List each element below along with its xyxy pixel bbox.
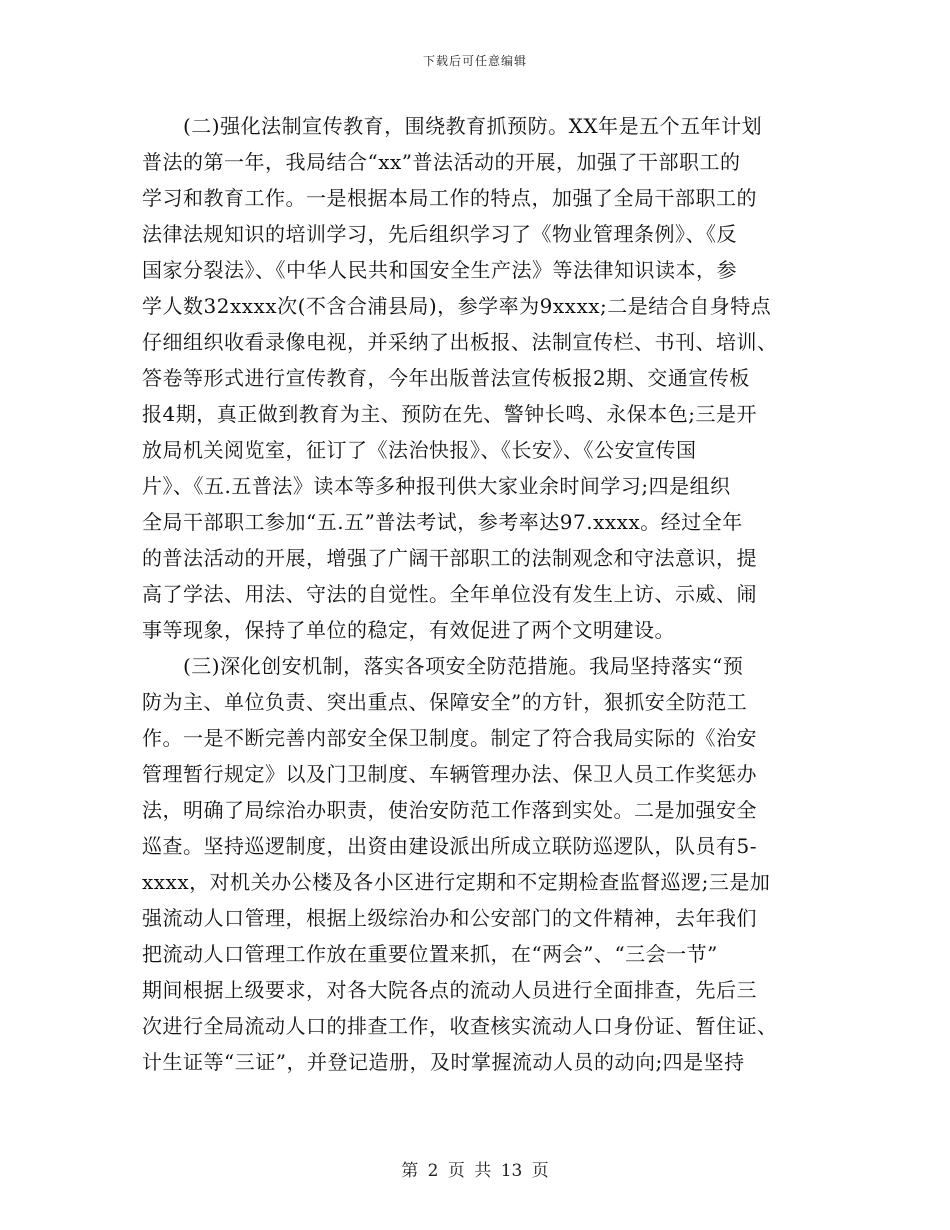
text-line: 学人数32xxxx次(不含合浦县局)，参学率为9xxxx;二是结合自身特点 [142, 294, 772, 318]
text-line: 计生证等“三证”，并登记造册，及时掌握流动人员的动向;四是坚持 [142, 1050, 745, 1074]
text-line: 次进行全局流动人口的排查工作，收查核实流动人口身份证、暂住证、 [142, 1014, 778, 1038]
document-body [142, 108, 806, 1080]
text-line: 普法的第一年，我局结合“xx”普法活动的开展，加强了干部职工的 [142, 150, 741, 174]
text-line: xxxx，对机关办公楼及各小区进行定期和不定期检查监督巡逻;三是加 [142, 870, 771, 894]
text-line: 法，明确了局综治办职责，使治安防范工作落到实处。二是加强安全 [142, 798, 757, 822]
text-line: 巡查。坚持巡逻制度，出资由建设派出所成立联防巡逻队，队员有5- [142, 834, 757, 858]
text-line: 答卷等形式进行宣传教育，今年出版普法宣传板报2期、交通宣传板 [142, 366, 750, 390]
text-line: 强流动人口管理，根据上级综治办和公安部门的文件精神，去年我们 [142, 906, 757, 930]
page-header: 下载后可任意编辑 [422, 54, 527, 68]
text-line: 把流动人口管理工作放在重要位置来抓，在“两会”、“三会一节” [142, 942, 718, 966]
text-line: 片》、《五.五普法》读本等多种报刊供大家业余时间学习;四是组织 [142, 474, 731, 498]
text-line: 全局干部职工参加“五.五”普法考试，参考率达97.xxxx。经过全年 [142, 510, 743, 534]
text-line: 的普法活动的开展，增强了广阔干部职工的法制观念和守法意识，提 [142, 546, 757, 570]
text-line: 管理暂行规定》以及门卫制度、车辆管理办法、保卫人员工作奖惩办 [142, 762, 757, 786]
text-line: 学习和教育工作。一是根据本局工作的特点，加强了全局干部职工的 [142, 186, 757, 210]
text-line: 放局机关阅览室，征订了《法治快报》、《长安》、《公安宣传国 [142, 438, 697, 462]
text-line: 事等现象，保持了单位的稳定，有效促进了两个文明建设。 [142, 618, 675, 642]
text-line: 作。一是不断完善内部安全保卫制度。制定了符合我局实际的《治安 [142, 726, 757, 750]
text-line: (三)深化创安机制，落实各项安全防范措施。我局坚持落实“预 [142, 654, 744, 678]
text-line: (二)强化法制宣传教育，围绕教育抓预防。XX年是五个五年计划 [142, 114, 763, 138]
text-line: 法律法规知识的培训学习，先后组织学习了《物业管理条例》、《反 [142, 222, 737, 246]
text-line: 防为主、单位负责、突出重点、保障安全”的方针，狠抓安全防范工 [142, 690, 748, 714]
text-line: 仔细组织收看录像电视，并采纳了出板报、法制宣传栏、书刊、培训、 [142, 330, 778, 354]
text-line: 国家分裂法》、《中华人民共和国安全生产法》等法律知识读本，参 [142, 258, 737, 282]
text-line: 高了学法、用法、守法的自觉性。全年单位没有发生上访、示威、闹 [142, 582, 757, 606]
text-line: 报4期，真正做到教育为主、预防在先、警钟长鸣、永保本色;三是开 [142, 402, 757, 426]
page-footer: 第 2 页 共 13 页 [401, 1161, 549, 1181]
text-line: 期间根据上级要求，对各大院各点的流动人员进行全面排查，先后三 [142, 978, 757, 1002]
